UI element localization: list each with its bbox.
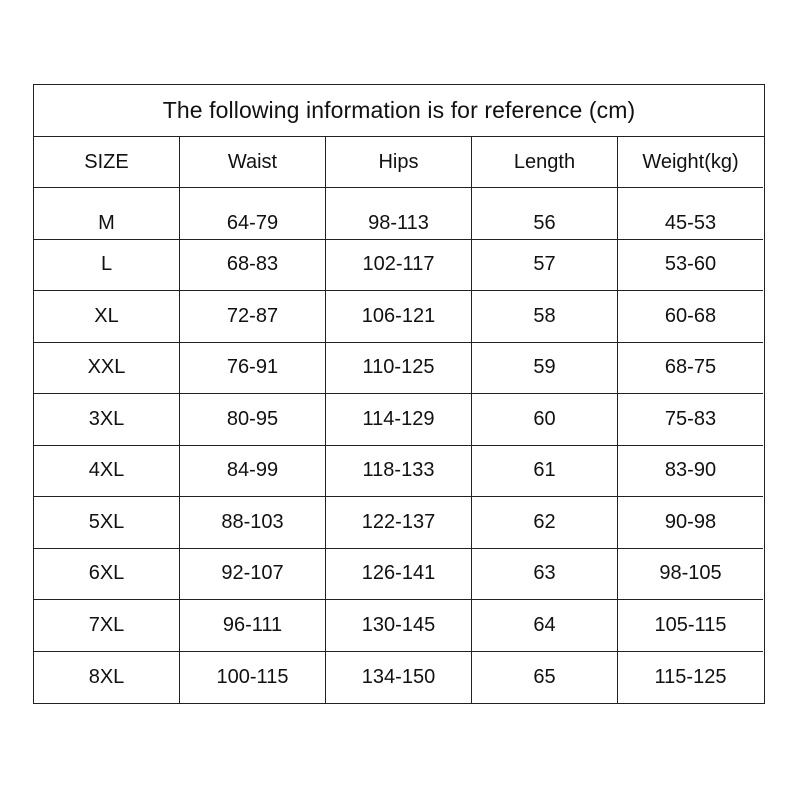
cell-waist: 80-95 [180,394,326,446]
cell-waist: 64-79 [180,188,326,240]
cell-size: 3XL [34,394,180,446]
cell-weight: 75-83 [618,394,763,446]
cell-waist: 72-87 [180,291,326,343]
cell-size: 4XL [34,446,180,498]
cell-waist: 96-111 [180,600,326,652]
cell-weight: 45-53 [618,188,763,240]
cell-waist: 88-103 [180,497,326,549]
cell-weight: 115-125 [654,665,727,688]
cell-weight: 105-115 [618,600,763,652]
table-body [34,188,764,703]
cell-length: 58 [472,291,618,343]
cell-hips: 118-133 [326,446,472,498]
cell-length: 62 [472,497,618,549]
cell-size: L [34,240,180,292]
cell-size: 6XL [34,549,180,601]
cell-length: 57 [472,240,618,292]
cell-weight: 98-105 [618,549,763,601]
size-chart-table [33,84,765,704]
cell-size: XXL [34,343,180,395]
cell-waist: 84-99 [180,446,326,498]
cell-size: 7XL [34,600,180,652]
cell-length: 61 [472,446,618,498]
cell-length: 60 [472,394,618,446]
cell-weight: 60-68 [618,291,763,343]
header-size: SIZE [34,137,180,188]
cell-waist: 76-91 [180,343,326,395]
cell-weight: 83-90 [618,446,763,498]
cell-waist: 68-83 [180,240,326,292]
cell-hips: 106-121 [326,291,472,343]
cell-waist: 92-107 [180,549,326,601]
cell-size: M [34,188,180,240]
header-weight: Weight(kg) [618,137,763,188]
cell-length: 59 [472,343,618,395]
cell-hips: 126-141 [326,549,472,601]
cell-weight: 68-75 [618,343,763,395]
header-hips: Hips [326,137,472,188]
cell-weight: 53-60 [618,240,763,292]
header-length: Length [472,137,618,188]
cell-hips: 102-117 [326,240,472,292]
cell-hips: 110-125 [326,343,472,395]
cell-hips: 134-150 [326,652,472,704]
cell-length: 63 [472,549,618,601]
header-waist: Waist [180,137,326,188]
table-grid [34,137,764,188]
cell-hips: 122-137 [326,497,472,549]
cell-size: 8XL [34,652,180,704]
cell-weight: 90-98 [618,497,763,549]
cell-hips: 130-145 [326,600,472,652]
cell-length: 64 [472,600,618,652]
table-caption: The following information is for reference (cm) [34,85,764,137]
cell-waist: 100-115 [180,652,326,704]
cell-size: XL [34,291,180,343]
cell-hips: 98-113 [326,188,472,240]
cell-length: 56 [472,188,618,240]
cell-length: 65 [472,652,618,704]
cell-size: 5XL [34,497,180,549]
cell-hips: 114-129 [326,394,472,446]
